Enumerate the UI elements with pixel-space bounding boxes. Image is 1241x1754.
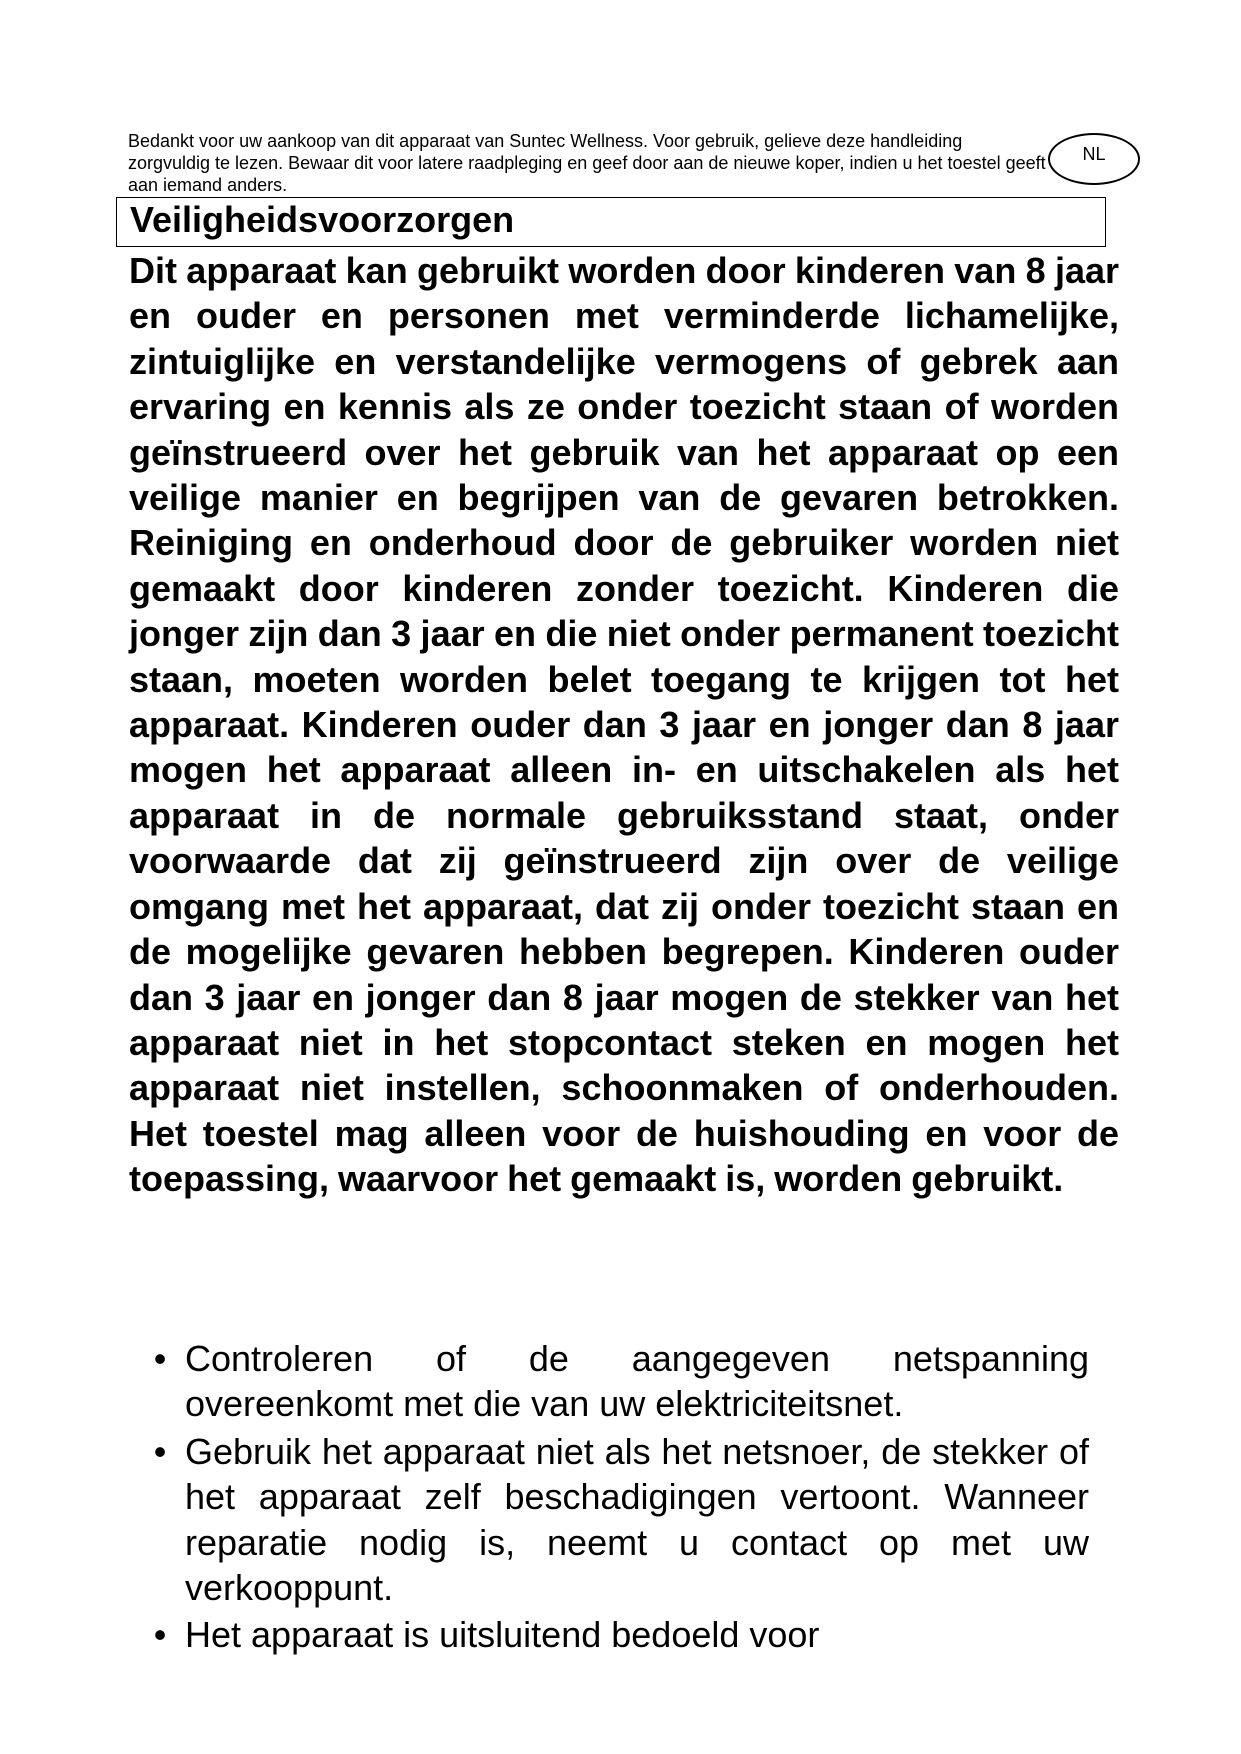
bullet-point-icon: • bbox=[153, 1338, 167, 1379]
safety-warning-text: Dit apparaat kan gebruikt worden door kinderen van 8 jaar en ouder en personen met verminderde lichamelijke, zintuiglijke en verstandelijke vermogens of gebrek aan ervaring en kennis als ze onder toezicht staan of worden geïnstrueerd over het gebruik van het apparaat op een veilige manier en begrijpen van de gevaren betrokken. Reiniging en onderhoud door de gebruiker worden niet gemaakt door kinderen zonder toezicht. Kinderen die jonger zijn dan 3 jaar en die niet onder permanent toezicht staan, moeten worden belet toegang te krijgen tot het apparaat. Kinderen ouder dan 3 jaar en jonger dan 8 jaar mogen het apparaat alleen in- en uitschakelen als het apparaat in de normale gebruiksstand staat, onder voorwaarde dat zij geïnstrueerd zijn over de veilige omgang met het apparaat, dat zij onder toezicht staan en de mogelijke gevaren hebben begrepen. Kinderen ouder dan 3 jaar en jonger dan 8 jaar mogen de stekker van het apparaat niet in het stopcontact steken en mogen het apparaat niet instellen, schoonmaken of onderhouden. Het toestel mag alleen voor de huishouding en voor de toepassing, waarvoor het gemaakt is, worden gebruikt. bbox=[129, 250, 1119, 1200]
bullet-point-icon: • bbox=[153, 1614, 167, 1656]
safety-bullet-item bbox=[129, 1336, 1089, 1427]
bullet-text: Controleren of de aangegeven netspanning overeenkomt met die van uw elektriciteitsnet. bbox=[185, 1338, 1089, 1425]
bullet-point-icon: • bbox=[153, 1430, 167, 1472]
safety-bullet-item bbox=[129, 1429, 1089, 1611]
safety-bullet-item bbox=[129, 1612, 1089, 1657]
section-heading: Veiligheidsvoorzorgen bbox=[116, 197, 1106, 247]
intro-text: Bedankt voor uw aankoop van dit apparaat van Suntec Wellness. Voor gebruik, gelieve deze handleiding zorgvuldig te lezen. Bewaar dit voor latere raadpleging en geef door aan de nieuwe koper, indien u het toestel geeft aan iemand anders. bbox=[128, 131, 1046, 195]
bullet-text: Het apparaat is uitsluitend bedoeld voor bbox=[185, 1614, 820, 1656]
bullet-text: Gebruik het apparaat niet als het netsnoer, de stekker of het apparaat zelf beschadigingen vertoont. Wanneer reparatie nodig is, neemt u contact op met uw verkooppunt. bbox=[185, 1430, 1089, 1609]
language-badge-label: NL bbox=[1082, 143, 1106, 164]
language-badge bbox=[1048, 133, 1140, 185]
safety-bullet-list bbox=[129, 1336, 1089, 1660]
